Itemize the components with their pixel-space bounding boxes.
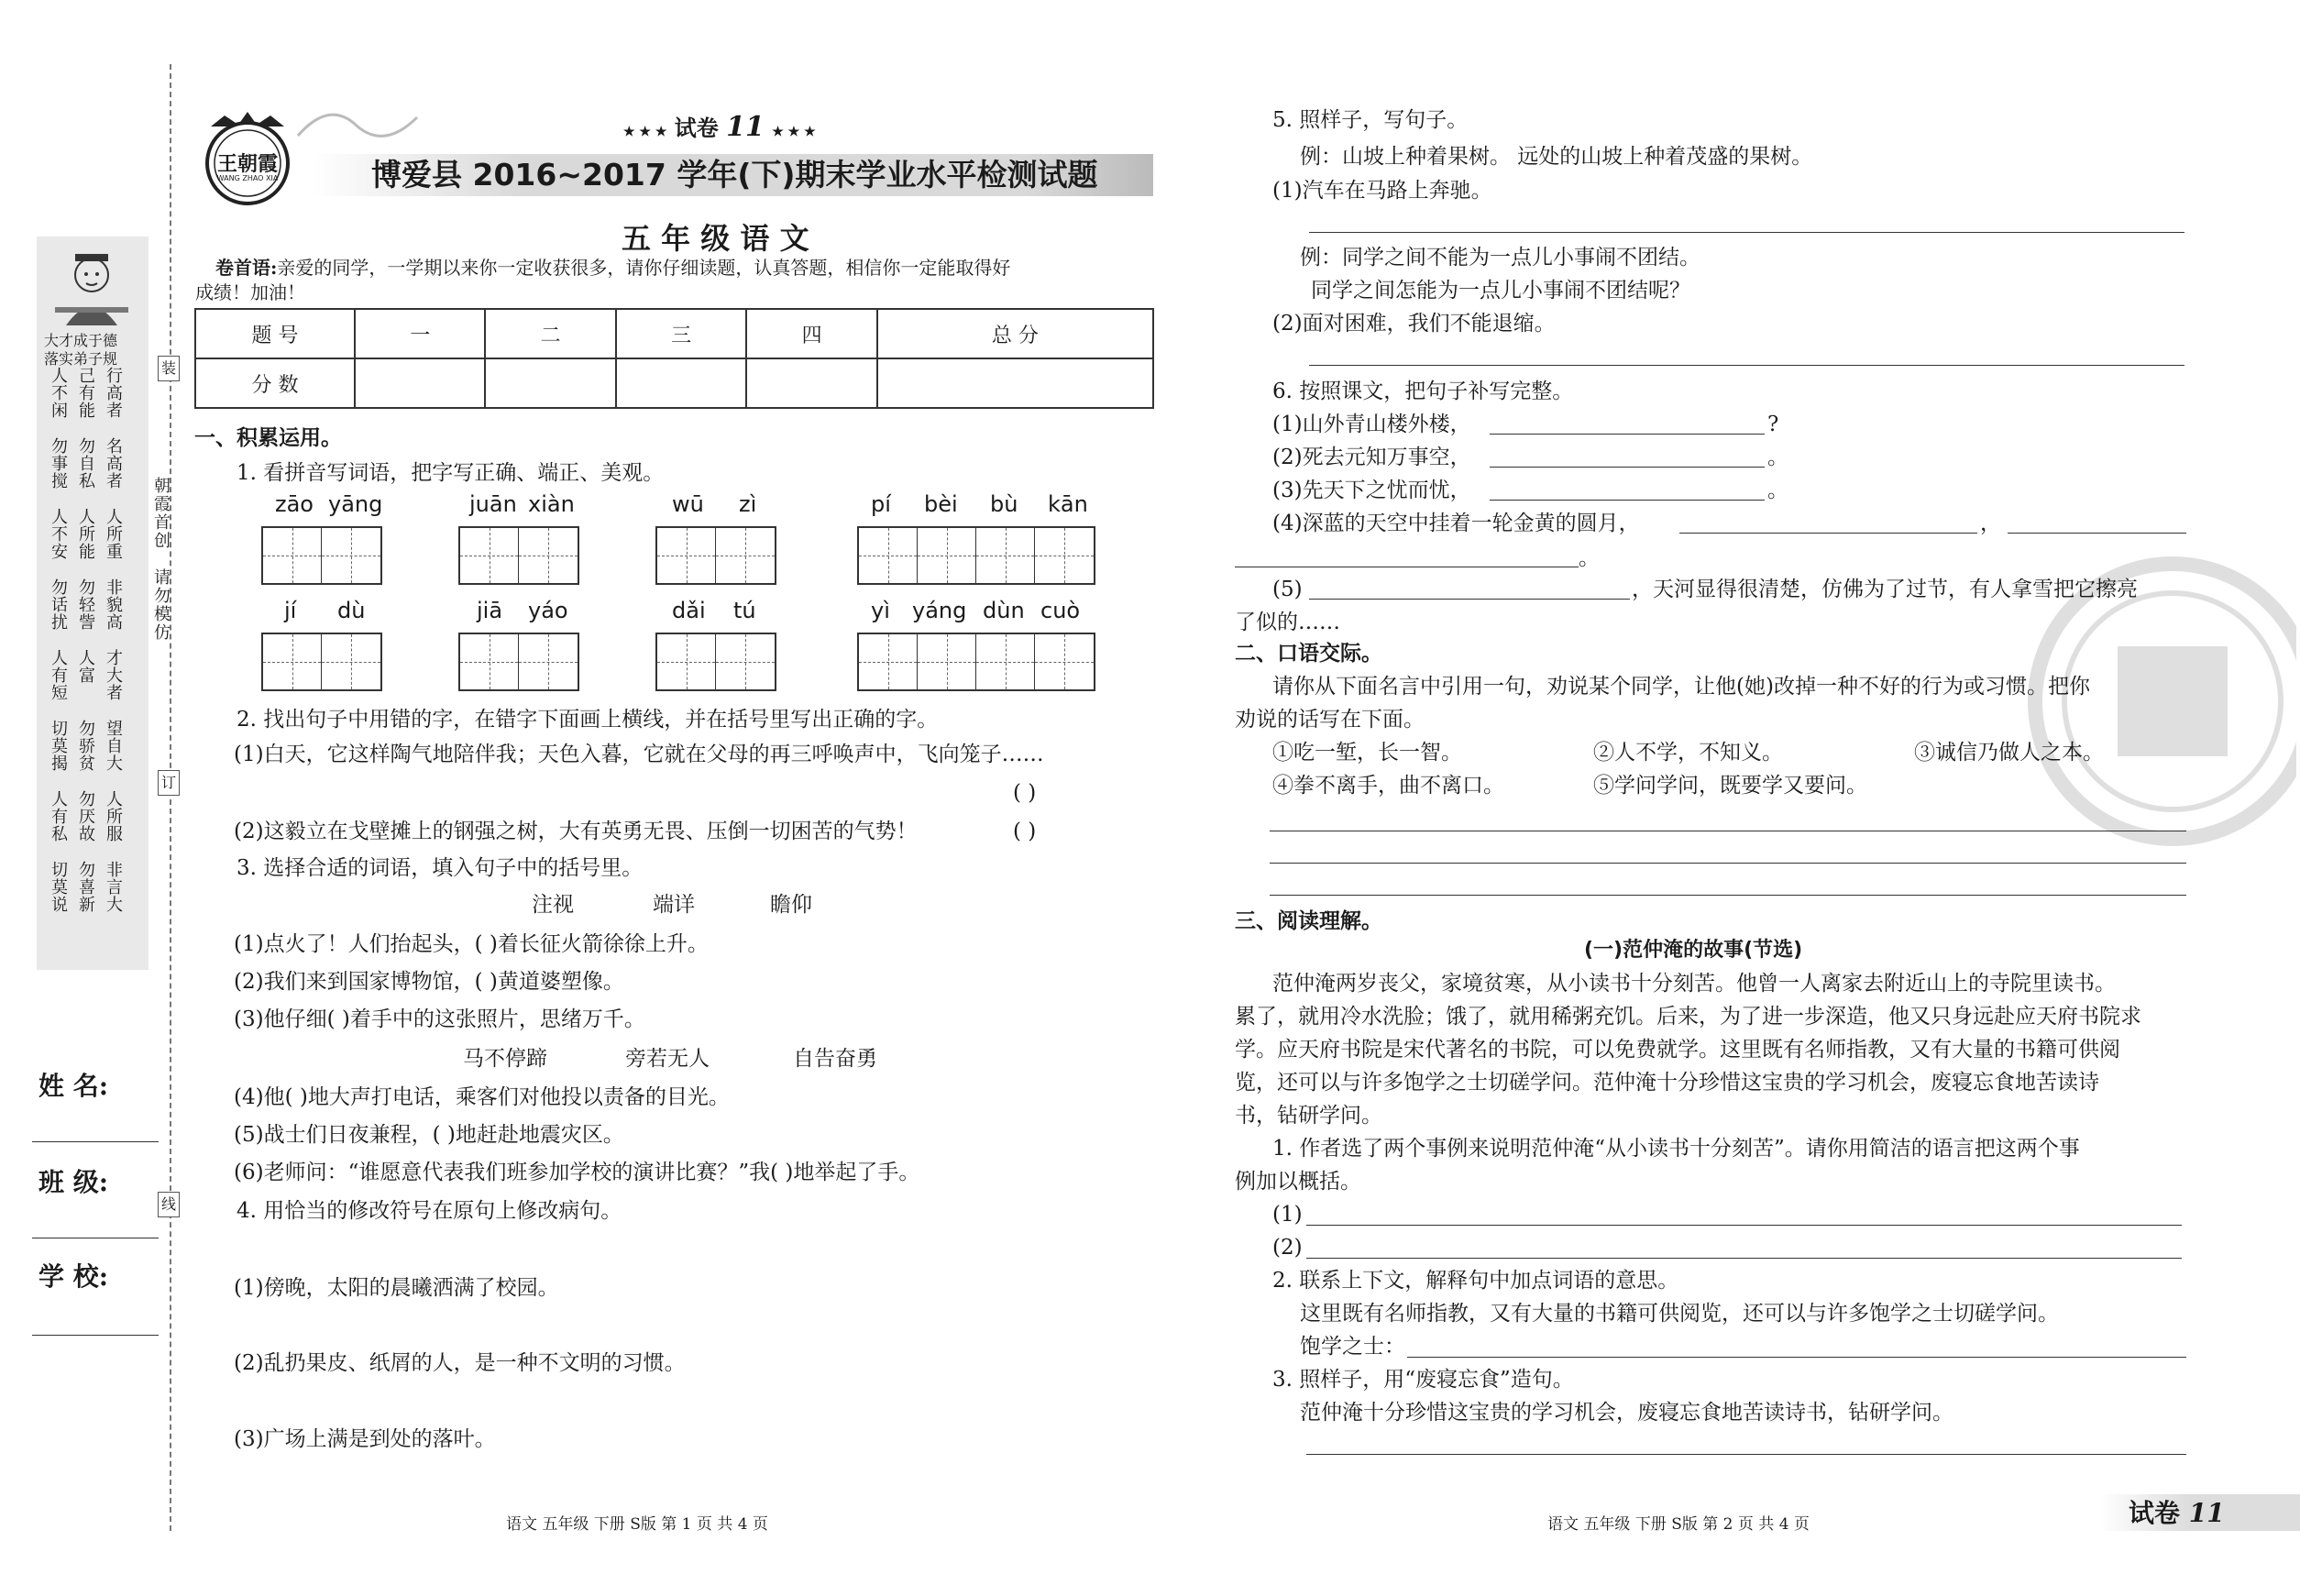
stars-left: ★ ★ ★ [623, 125, 667, 139]
r3-sentence: 范仲淹十分珍惜这宝贵的学习机会，废寝忘食地苦读诗书，钻研学问。 [1300, 1401, 1953, 1425]
sidebar-caption-1: 大才成于德 [44, 332, 118, 349]
q6-4-answer-line-b[interactable] [2008, 533, 2186, 534]
passage-line-5: 书，钻研学问。 [1235, 1104, 1382, 1128]
seal-mark-2: 订 [158, 770, 180, 796]
school-field[interactable] [32, 1335, 159, 1336]
q3-word-1: 注视 [532, 893, 574, 917]
sidebar-proverb: 人所能 [76, 508, 95, 560]
preface-label: 卷首语: [215, 257, 278, 279]
section2-text-2: 劝说的话写在下面。 [1235, 708, 1425, 732]
score-cell-3[interactable] [616, 358, 746, 408]
q6-4-end: 。 [1579, 546, 1600, 570]
score-table-row [195, 358, 1153, 408]
name-field[interactable] [32, 1141, 159, 1142]
q6-2-answer-line[interactable] [1490, 467, 1765, 468]
th-4: 四 [746, 309, 876, 358]
char-grid-4[interactable] [857, 526, 1095, 585]
sidebar-proverb: 勿话扰 [49, 578, 68, 631]
char-grid-2[interactable] [458, 526, 579, 585]
class-label: 班 级: [39, 1167, 109, 1197]
r2-sentence: 这里既有名师指教，又有大量的书籍可供阅览，还可以与许多饱学之士切磋学问。 [1300, 1302, 2059, 1326]
pinyin-8b: yáng [912, 598, 967, 623]
ribbon-decoration [293, 99, 422, 154]
sidebar-proverb: 望自大 [104, 720, 123, 772]
sidebar-proverb: 人有私 [49, 790, 68, 842]
q5-example-1: 例：山坡上种着果树。 远处的山坡上种着茂盛的果树。 [1300, 145, 1813, 169]
sidebar-proverb: 人不闲 [49, 367, 68, 419]
q5-text: 5. 照样子，写句子。 [1272, 108, 1469, 132]
th-3: 三 [616, 309, 746, 358]
sidebar-proverb: 名高者 [104, 437, 123, 490]
q6-3-answer-line[interactable] [1490, 500, 1765, 501]
footer-badge-text [2129, 1500, 2225, 1527]
r3-answer-line[interactable] [1306, 1454, 2186, 1455]
q3-2-text: (2)我们来到国家博物馆，( )黄道婆塑像。 [234, 970, 624, 994]
q6-3-text: (3)先天下之忧而忧， [1272, 479, 1471, 502]
section3-title: 三、阅读理解。 [1235, 908, 1382, 933]
q4-text: 4. 用恰当的修改符号在原句上修改病句。 [237, 1199, 622, 1223]
seal-mark-3: 线 [158, 1192, 180, 1217]
q6-5-label: (5) [1272, 578, 1303, 601]
sidebar-proverb: 人所服 [104, 790, 123, 842]
pinyin-4d: kān [1048, 491, 1088, 517]
vertical-note-1: 朝霞首创 [151, 477, 171, 550]
char-grid-8[interactable] [857, 633, 1095, 691]
q6-1-end: ? [1767, 413, 1779, 436]
q3-word-2: 端详 [653, 893, 695, 917]
sidebar-proverb: 切莫揭 [49, 720, 68, 772]
score-cell-total[interactable] [877, 358, 1153, 408]
q6-2-text: (2)死去元知万事空， [1272, 446, 1471, 469]
q2-text: 2. 找出句子中用错的字，在错字下面画上横线，并在括号里写出正确的字。 [237, 708, 939, 732]
q3-4-text: (4)他( )地大声打电话，乘客们对他投以责备的目光。 [234, 1085, 730, 1109]
passage-line-3: 学。应天府书院是宋代著名的书院，可以免费就学。这里既有名师指教，又有大量的书籍可供阅 [1235, 1038, 2120, 1062]
pinyin-5a: jí [284, 598, 297, 623]
q1-text: 1. 看拼音写词语，把字写正确、端正、美观。 [237, 461, 665, 485]
paper-label: 试卷 [674, 115, 719, 141]
q6-1-text: (1)山外青山楼外楼， [1272, 413, 1471, 436]
q3-word-6: 自告奋勇 [793, 1047, 877, 1071]
pinyin-7b: tú [733, 598, 756, 623]
r1-2-answer-line[interactable] [1306, 1258, 2182, 1259]
th-2: 二 [485, 309, 615, 358]
pinyin-1b: yāng [328, 491, 383, 517]
subject-title: 五 年 级 语 文 [622, 221, 809, 256]
vertical-note-2: 请勿模仿 [151, 568, 171, 642]
r2-label: 饱学之士： [1300, 1335, 1405, 1359]
logo-text: 王朝霞 [216, 152, 278, 176]
quote-3: ③诚信乃做人之本。 [1914, 741, 2104, 765]
q4-1-text: (1)傍晚，太阳的晨曦洒满了校园。 [234, 1276, 559, 1300]
scholar-illustration [46, 243, 138, 330]
q5-example-2a: 例：同学之间不能为一点儿小事闹不团结。 [1300, 246, 1700, 270]
binding-dashed-line [170, 64, 171, 1531]
quote-1: ①吃一堑，长一智。 [1272, 741, 1462, 765]
sidebar-proverb: 人不安 [49, 508, 68, 560]
sidebar-proverb: 勿喜新 [76, 861, 95, 913]
pinyin-4a: pí [871, 491, 891, 517]
r1-1-label: (1) [1272, 1203, 1303, 1227]
char-grid-7[interactable] [655, 633, 776, 691]
q2-1-text: (1)白天，它这样陶气地陪伴我；天色入暮，它就在父母的再三呼唤声中，飞向笼子…… [234, 743, 1044, 766]
q4-2-text: (2)乱扔果皮、纸屑的人，是一种不文明的习惯。 [234, 1351, 686, 1375]
paper-number: 11 [726, 111, 765, 143]
score-cell-1[interactable] [355, 358, 485, 408]
passage-line-2: 累了，就用冷水洗脸；饿了，就用稀粥充饥。后来，为了进一步深造，他又只身远赴应天府书院求 [1235, 1005, 2141, 1029]
reading-title: (一)范仲淹的故事(节选) [1584, 939, 1803, 962]
q3-word-5: 旁若无人 [625, 1047, 710, 1071]
q3-6-text: (6)老师问：“谁愿意代表我们班参加学校的演讲比赛？”我( )地举起了手。 [234, 1161, 920, 1184]
footer-left: 语文 五年级 下册 S版 第 1 页 共 4 页 [506, 1515, 768, 1534]
q6-5-text: ，天河显得很清楚，仿佛为了过节，有人拿雪把它擦亮 [1632, 578, 2138, 601]
q3-5-text: (5)战士们日夜兼程，( )地赶赴地震灾区。 [234, 1123, 624, 1147]
pinyin-4c: bù [990, 491, 1018, 517]
q5-example-2b: 同学之间怎能为一点儿小事闹不团结呢？ [1311, 279, 1690, 303]
sidebar-proverb: 勿厌故 [76, 790, 95, 842]
sidebar-proverb: 人富 [76, 649, 95, 684]
q3-1-text: (1)点火了！人们抬起头，( )着长征火箭徐徐上升。 [234, 932, 709, 956]
score-cell-4[interactable] [746, 358, 876, 408]
sidebar-proverb: 行高者 [104, 367, 123, 419]
brand-logo [193, 108, 303, 209]
preface [215, 254, 1010, 281]
pinyin-8c: dùn [983, 598, 1025, 623]
score-table [194, 308, 1154, 409]
r1-text: 1. 作者选了两个事例来说明范仲淹“从小读书十分刻苦”。请你用简洁的语言把这两个事 [1272, 1137, 2080, 1161]
passage-line-4: 览，还可以与许多饱学之士切磋学问。范仲淹十分珍惜这宝贵的学习机会，废寝忘食地苦读诗 [1235, 1071, 2099, 1095]
preface-text-2: 成绩！加油！ [195, 281, 305, 303]
q6-1-answer-line[interactable] [1490, 434, 1765, 435]
r3-text: 3. 照样子，用“废寝忘食”造句。 [1272, 1368, 1574, 1392]
exam-title: 博爱县 2016~2017 学年(下)期末学业水平检测试题 [371, 157, 1098, 193]
q5-1-text: (1)汽车在马路上奔驰。 [1272, 179, 1492, 203]
char-grid-6[interactable] [458, 633, 579, 691]
sec2-answer-line-3[interactable] [1270, 895, 2186, 896]
th-total: 总 分 [877, 309, 1153, 358]
th-1: 一 [355, 309, 485, 358]
q5-2-text: (2)面对困难，我们不能退缩。 [1272, 312, 1556, 336]
footer-badge-label: 试卷 [2129, 1498, 2181, 1528]
r2-text: 2. 联系上下文，解释句中加点词语的意思。 [1272, 1269, 1679, 1293]
pinyin-7a: dǎi [672, 598, 706, 623]
q3-word-3: 瞻仰 [770, 893, 812, 917]
r1-text-cont: 例加以概括。 [1235, 1170, 1361, 1194]
pinyin-2a: juān [469, 491, 517, 517]
sidebar-proverb: 非貌高 [104, 578, 123, 631]
footer-right: 语文 五年级 下册 S版 第 2 页 共 4 页 [1547, 1515, 1810, 1534]
score-cell-2[interactable] [485, 358, 615, 408]
q5-2-answer-line[interactable] [1309, 365, 2184, 366]
sidebar-proverb: 切莫说 [49, 861, 68, 913]
q6-2-end: 。 [1767, 446, 1788, 469]
pinyin-6a: jiā [477, 598, 503, 623]
sidebar-proverb: 人所重 [104, 508, 123, 560]
paper-badge [623, 111, 816, 146]
score-table-header [195, 309, 1153, 358]
section2-title: 二、口语交际。 [1235, 641, 1382, 666]
q6-4-text: (4)深蓝的天空中挂着一轮金黄的圆月， [1272, 512, 1640, 535]
pinyin-2b: xiàn [528, 491, 575, 517]
r1-2-label: (2) [1272, 1236, 1303, 1260]
row-label: 分 数 [195, 358, 355, 408]
section1-title: 一、积累运用。 [194, 425, 342, 450]
passage-line-1: 范仲淹两岁丧父，家境贫寒，从小读书十分刻苦。他曾一人离家去附近山上的寺院里读书。 [1272, 972, 2116, 996]
pinyin-1a: zāo [275, 491, 314, 517]
q3-text: 3. 选择合适的词语，填入句子中的括号里。 [237, 856, 644, 880]
r2-answer-line[interactable] [1407, 1357, 2186, 1358]
sidebar-caption-2: 落实弟子规 [44, 350, 118, 368]
sidebar-proverb: 勿事搅 [49, 437, 68, 490]
sidebar-proverb: 人有短 [49, 649, 68, 701]
char-grid-3[interactable] [655, 526, 776, 585]
r1-1-answer-line[interactable] [1306, 1225, 2182, 1226]
footer-badge-number: 11 [2188, 1498, 2225, 1528]
quote-4: ④拳不离手，曲不离口。 [1272, 774, 1504, 798]
quote-5: ⑤学问学问，既要学又要问。 [1593, 774, 1867, 798]
q6-text: 6. 按照课文，把句子补写完整。 [1272, 380, 1574, 403]
sidebar-proverb: 勿自私 [76, 437, 95, 490]
q2-1-answer[interactable]: ( ) [1013, 781, 1037, 805]
pinyin-8d: cuò [1040, 598, 1081, 623]
pinyin-4b: bèi [924, 491, 958, 517]
stars-right: ★ ★ ★ [772, 125, 816, 139]
q5-1-answer-line[interactable] [1309, 232, 2184, 233]
q2-2-text: (2)这毅立在戈壁摊上的钢强之树，大有英勇无畏、压倒一切困苦的气势！ [234, 820, 918, 843]
sidebar-proverb: 己有能 [76, 367, 95, 419]
school-label: 学 校: [39, 1261, 109, 1292]
seal-mark-1: 装 [158, 356, 180, 381]
th-label: 题 号 [195, 309, 355, 358]
q6-5-answer-line[interactable] [1309, 599, 1630, 600]
q6-4-answer-line-a[interactable] [1679, 533, 1977, 534]
sec2-answer-line-2[interactable] [1270, 863, 2186, 864]
pinyin-6b: yáo [528, 598, 568, 623]
char-grid-1[interactable] [261, 526, 382, 585]
quote-2: ②人不学，不知义。 [1593, 741, 1783, 765]
q6-3-end: 。 [1767, 479, 1788, 502]
sidebar-proverb: 勿骄贫 [76, 720, 95, 772]
q4-3-text: (3)广场上满是到处的落叶。 [234, 1427, 496, 1451]
pinyin-8a: yì [871, 598, 890, 623]
sidebar-proverb: 非言大 [104, 861, 123, 913]
sidebar-proverb: 勿轻訾 [76, 578, 95, 631]
pinyin-5b: dù [337, 598, 366, 623]
q2-2-answer[interactable]: ( ) [1013, 820, 1037, 843]
q6-4-comma: ， [1980, 512, 2001, 535]
q3-3-text: (3)他仔细( )着手中的这张照片，思绪万千。 [234, 1007, 645, 1031]
q3-word-4: 马不停蹄 [463, 1047, 547, 1071]
pinyin-3b: zì [739, 491, 757, 517]
section2-text-1: 请你从下面名言中引用一句，劝说某个同学，让他(她)改掉一种不好的行为或习惯。把你 [1272, 675, 2090, 699]
sidebar-proverb: 才大者 [104, 649, 123, 701]
logo-sub: WANG ZHAO XIA [216, 174, 279, 182]
char-grid-5[interactable] [261, 633, 382, 691]
name-label: 姓 名: [39, 1071, 109, 1101]
preface-text-1: 亲爱的同学，一学期以来你一定收获很多，请你仔细读题，认真答题，相信你一定能取得好 [277, 257, 1011, 279]
pinyin-3a: wū [672, 491, 704, 517]
watermark-seal [2021, 550, 2296, 853]
q6-5-text-cont: 了似的…… [1235, 611, 1340, 634]
